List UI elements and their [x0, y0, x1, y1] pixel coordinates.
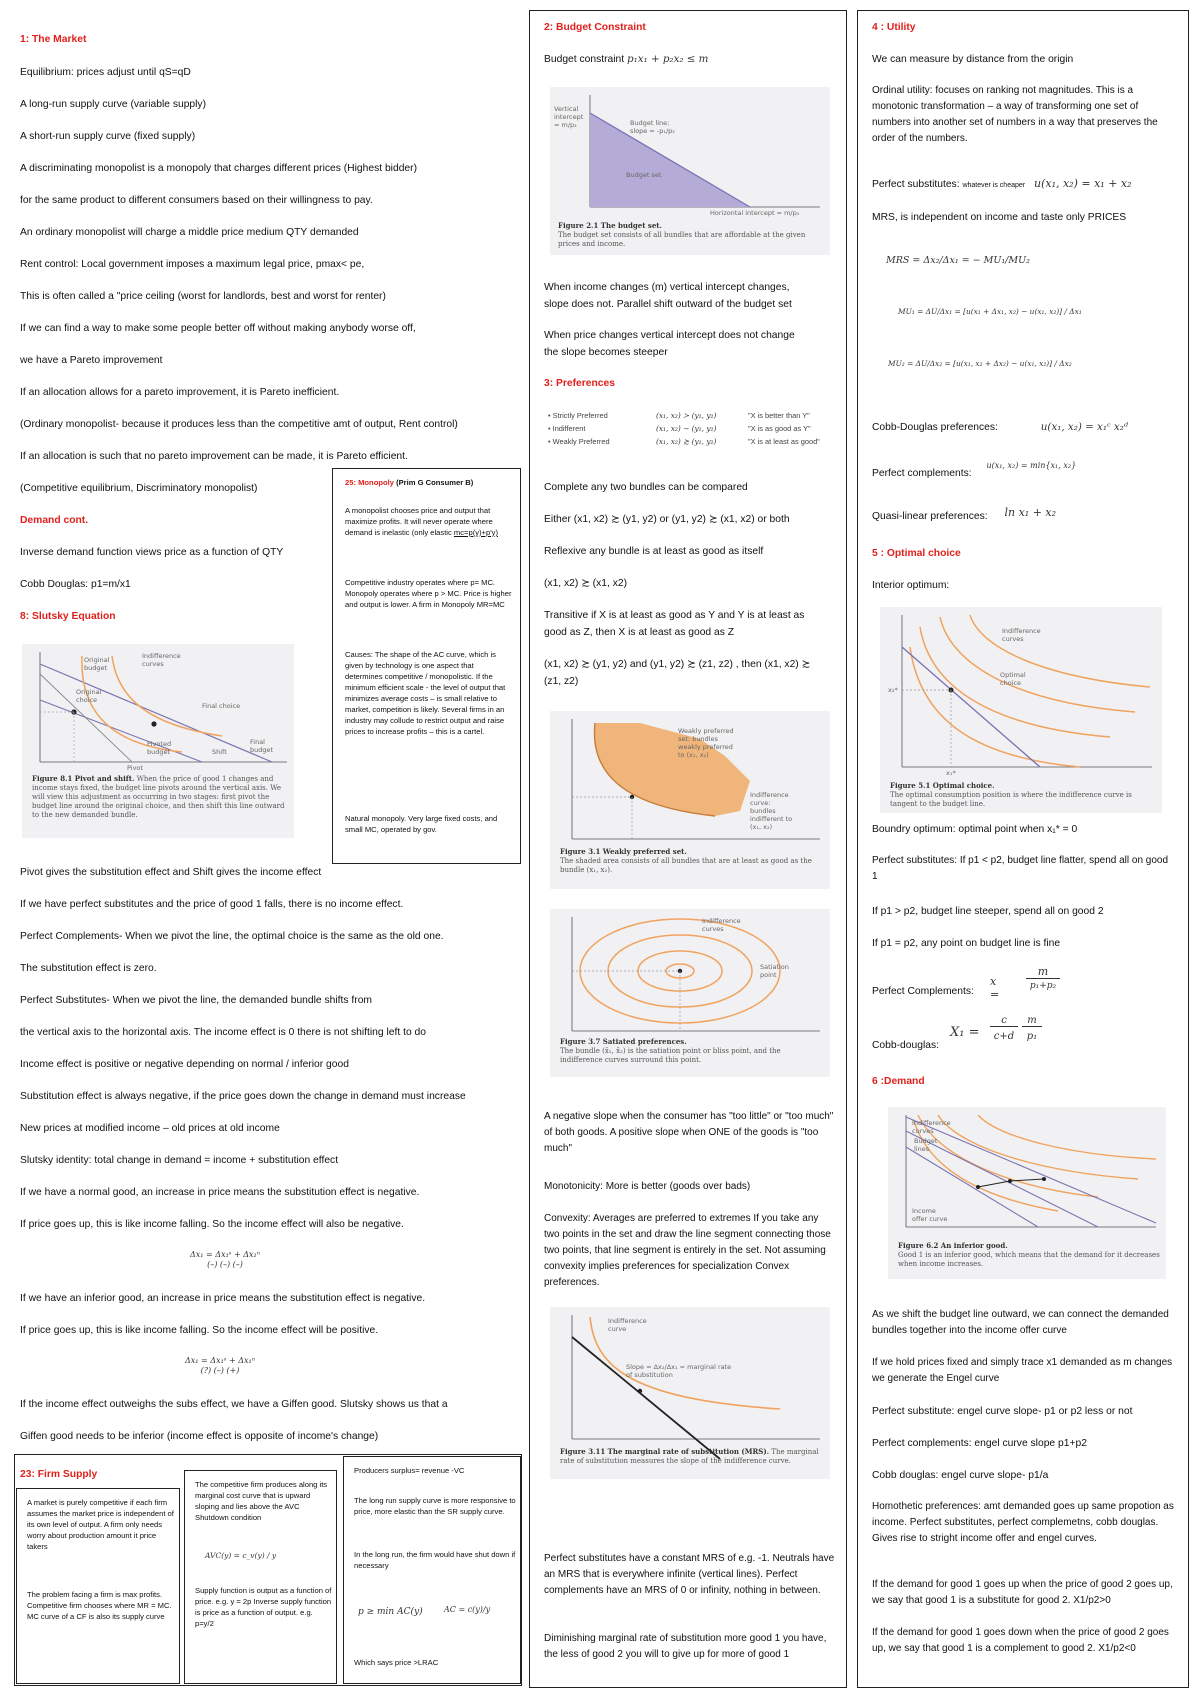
fig-label: x₂*	[888, 686, 898, 694]
pref-notation: (x₁, x₂) ∼ (y₁, y₂)	[656, 424, 717, 433]
figure-caption	[560, 1447, 822, 1466]
caption-title: Figure 8.1 Pivot and shift.	[32, 774, 135, 783]
perfect-complements-label: Perfect Complements:	[872, 986, 974, 997]
fig-label: Satiation point	[760, 963, 789, 979]
monopoly-box	[332, 468, 521, 864]
heading-optimal-choice: 5 : Optimal choice	[872, 548, 961, 559]
heading-utility: 4 : Utility	[872, 22, 916, 33]
caption-title: Figure 6.2 An inferior good.	[898, 1241, 1008, 1250]
ps-note: whatever is cheaper	[962, 182, 1026, 189]
eq-denominator: p₁+p₂	[1029, 981, 1057, 991]
text-line: Income effect is positive or negative depending on normal / inferior good	[20, 1059, 349, 1070]
firm-box2-p1: The competitive firm produces along its marginal cost curve that is upward sloping and lies above the AVC Shutdown condition	[195, 1480, 328, 1522]
text-line: Reflexive any bundle is at least as good as itself	[544, 546, 764, 557]
fig-label: Pivoted budget	[147, 740, 172, 756]
eq-denominator: p₁	[1026, 1031, 1038, 1042]
text-line: Rent control: Local government imposes a maximum legal price, pmax< pe,	[20, 259, 365, 270]
fig-label: Indifference curves	[912, 1119, 951, 1135]
fig-label: Indifference curves	[142, 652, 181, 668]
firm-box2-p2: Supply function is output as a function of price. e.g. y = 2p Inverse supply function is price as a function of output. e.g. p=y/2	[195, 1586, 332, 1628]
firm-box3-p4: Which says price >LRAC	[354, 1658, 439, 1667]
text-line: When price changes vertical intercept does not change	[544, 330, 795, 341]
demand-text: Perfect substitute: engel curve slope- p1 or p2 less or not	[872, 1406, 1133, 1417]
heading-budget: 2: Budget Constraint	[544, 22, 646, 33]
pref-meaning: "X is at least as good"	[748, 437, 820, 446]
pref-row	[548, 409, 840, 422]
caption-title: Figure 5.1 Optimal choice.	[890, 781, 995, 790]
heading-firm-supply: 23: Firm Supply	[20, 1469, 98, 1480]
firm-box3-p2: The long run supply curve is more responsive to price, more elastic than the SR supply curve.	[354, 1496, 516, 1516]
eq-denominator: c+d	[993, 1031, 1015, 1042]
demand-text: If we hold prices fixed and simply trace x1 demanded as m changes we generate the Engel curve	[872, 1357, 1173, 1384]
pref-notation: (x₁, x₂) ≻ (y₁, y₂)	[656, 411, 717, 420]
figure-caption	[558, 221, 823, 249]
firm-box3-eq2: AC = c(y)/y	[444, 1605, 491, 1614]
caption-text: The shaded area consists of all bundles that are at least as good as the bundle (x₁, x₂).	[560, 857, 812, 874]
caption-text: The marginal rate of substitution measures the slope of the indifference curve.	[560, 1448, 819, 1465]
pc-equation: u(x₁, x₂) = min{x₁, x₂}	[986, 461, 1077, 470]
text-line: An ordinary monopolist will charge a middle price medium QTY demanded	[20, 227, 359, 238]
text-line: we have a Pareto improvement	[20, 355, 163, 366]
pref-name: • Strictly Preferred	[548, 411, 608, 420]
text-line: The substitution effect is zero.	[20, 963, 157, 974]
text-line: If we have a normal good, an increase in price means the substitution effect is negative.	[20, 1187, 420, 1198]
text-line: Pivot gives the substitution effect and Shift gives the income effect	[20, 867, 322, 878]
figure-inferior-good	[888, 1107, 1166, 1279]
pref-name: • Indifferent	[548, 424, 586, 433]
figure-caption	[560, 1037, 822, 1065]
monotonicity-text: Monotonicity: More is better (goods over bads)	[544, 1181, 751, 1192]
monopoly-p4: Natural monopoly. Very large fixed costs, and small MC, operated by gov.	[345, 814, 498, 834]
quasi-linear-line	[872, 506, 1057, 523]
text-line: If an allocation allows for a pareto improvement, it is Pareto inefficient.	[20, 387, 340, 398]
text-line: If price goes up, this is like income falling. So the income effect will be positive.	[20, 1325, 379, 1336]
fig-label: Optimal choice	[1000, 671, 1026, 687]
firm-box-1	[16, 1488, 180, 1684]
text-line: Complete any two bundles can be compared	[544, 482, 748, 493]
fig-label: Slope = Δx₂/Δx₁ = marginal rate of substitution	[626, 1363, 732, 1379]
pref-meaning: "X is better than Y"	[748, 411, 810, 420]
column-3-box	[857, 10, 1189, 1688]
fig-label: Budget set	[626, 171, 662, 179]
text-line: A discriminating monopolist is a monopoly that charges different prices (Highest bidder)	[20, 163, 418, 174]
fig-label: Pivot	[127, 764, 143, 772]
text-line: (Competitive equilibrium, Discriminatory monopolist)	[20, 483, 258, 494]
eq-numerator: m	[1026, 965, 1060, 979]
firm-box3-eq1: p ≥ min AC(y)	[358, 1607, 423, 1617]
figure-pivot-shift	[22, 644, 294, 838]
equation-normal-good	[190, 1250, 260, 1270]
heading-preferences: 3: Preferences	[544, 378, 615, 389]
interior-optimum-label: Interior optimum:	[872, 580, 950, 591]
heading-market: 1: The Market	[20, 34, 87, 45]
pref-notation: (x₁, x₂) ≿ (y₁, y₂)	[656, 437, 717, 446]
text-line: When income changes (m) vertical intercept changes,	[544, 282, 790, 293]
text-line: (Ordinary monopolist- because it produces less than the competitive amt of output, Rent control)	[20, 419, 458, 430]
heading-slutsky: 8: Slutsky Equation	[20, 611, 116, 622]
opt-line: Perfect substitutes: If p1 < p2, budget line flatter, spend all on good 1	[872, 855, 1169, 882]
figure-mrs	[550, 1307, 830, 1479]
text-line: (x1, x2) ≿ (x1, x2)	[544, 578, 628, 589]
text-line: the vertical axis to the horizontal axis. The income effect is 0 there is not shifting left to do	[20, 1027, 426, 1038]
text-line: Giffen good needs to be inferior (income effect is opposite of income's change)	[20, 1431, 379, 1442]
figure-caption	[560, 847, 822, 875]
text-line: the slope becomes steeper	[544, 347, 668, 358]
fig-label: Weakly preferred set: bundles weakly preferred to (x₁, x₂)	[678, 727, 734, 759]
caption-text: The bundle (x̄₁, x̄₂) is the satiation point or bliss point, and the indifference curves surround this point.	[560, 1047, 781, 1064]
text-line: Equilibrium: prices adjust until qS=qD	[20, 67, 191, 78]
ql-label: Quasi-linear preferences:	[872, 511, 988, 522]
monopoly-title	[345, 477, 515, 488]
text-line: for the same product to different consumers based on their willingness to pay.	[20, 195, 373, 206]
demand-text: As we shift the budget line outward, we can connect the demanded bundles together into the income offer curve	[872, 1309, 1169, 1336]
fig-label: Vertical intercept = m/p₂	[554, 105, 584, 129]
equation-line: Δx₁ = Δx₁ˢ + Δx₁ⁿ	[190, 1250, 261, 1259]
fig-label: Indifference curves	[702, 917, 741, 933]
fig-label: Indifference curve: bundles indifferent to (x₁, x₂)	[750, 791, 793, 831]
negative-slope-text: A negative slope when the consumer has "too little" or "too much" of both goods. A positive slope when ONE of the goods is "too much"	[544, 1111, 834, 1154]
firm-box2-eq: AVC(y) = c_v(y) / y	[205, 1551, 277, 1560]
figure-budget-set	[550, 87, 830, 255]
fig-label: x₁*	[946, 769, 956, 777]
fig-label: Income offer curve	[912, 1207, 948, 1223]
figure-caption	[32, 774, 287, 820]
eq-lhs: X₁ =	[950, 1025, 980, 1040]
text-line: (z1, z2)	[544, 676, 579, 687]
text-line: If we have an inferior good, an increase in price means the substitution effect is negative.	[20, 1293, 426, 1304]
text-line: Substitution effect is always negative, if the price goes down the change in demand must increase	[20, 1091, 466, 1102]
pref-row	[548, 435, 840, 448]
caption-text: The budget set consists of all bundles that are affordable at the given prices and income.	[558, 231, 806, 248]
text-line: (x1, x2) ≿ (y1, y2) and (y1, y2) ≿ (z1, z2) , then (x1, x2) ≿	[544, 659, 811, 670]
caption-text: Good 1 is an inferior good, which means that the demand for it decreases when income increases.	[898, 1251, 1160, 1268]
preference-table	[548, 409, 840, 448]
text-line: Cobb Douglas: p1=m/x1	[20, 579, 131, 590]
eq-numerator: c	[990, 1015, 1018, 1027]
heading-demand-cont: Demand cont.	[20, 515, 89, 526]
demand-text: Cobb douglas: engel curve slope- p1/a	[872, 1470, 1049, 1481]
eq-numerator: m	[1022, 1015, 1042, 1027]
mrs-equation: MRS = Δx₂/Δx₁ = − MU₁/MU₂	[886, 255, 1030, 266]
caption-title: Figure 2.1 The budget set.	[558, 221, 662, 230]
text-line: Transitive if X is at least as good as Y and Y is at least as	[544, 610, 805, 621]
monopoly-heading-suffix: (Prim G Consumer B)	[396, 478, 474, 487]
monopoly-p1-link: mc=p(y)+p'y)	[453, 528, 498, 537]
caption-text: When the price of good 1 changes and income stays fixed, the budget line pivots around the vertical axis. We will view this adjustment as occurring in two stages: first pivot the budget line around the original choice, and then shift this line outward to the new demanded bundle.	[32, 775, 285, 819]
pref-meaning: "X is as good as Y"	[748, 424, 811, 433]
convexity-text: Convexity: Averages are preferred to extremes If you take any two points in the set and draw the line segment connecting those two points, that line segment is entirely in the set. Not assuming convexity implies preferences for specialization Convex preferences.	[544, 1213, 831, 1288]
mu1-equation: MU₁ = ΔU/Δx₁ = [u(x₁ + Δx₁, x₂) − u(x₁, x₂)] / Δx₁	[898, 307, 1082, 316]
heading-demand: 6 :Demand	[872, 1076, 925, 1087]
caption-text: The optimal consumption position is where the indifference curve is tangent to the budget line.	[890, 791, 1132, 808]
diminishing-text: Diminishing marginal rate of substitution more good 1 you have, the less of good 2 you will to give up for more of good 1	[544, 1633, 827, 1660]
ps-label: Perfect substitutes:	[872, 179, 960, 190]
equation-line: Δx₁ = Δx₁ˢ + Δx₁ⁿ	[185, 1356, 256, 1365]
fig-label: Indifference curves	[1002, 627, 1041, 643]
equation-signs: (?) (–) (+)	[200, 1366, 240, 1375]
budget-constraint	[544, 53, 708, 66]
ordinal-utility-text: Ordinal utility: focuses on ranking not magnitudes. This is a monotonic transformation – a way of transforming one set of numbers into another set of numbers in a way that preserves the order of the numbers.	[872, 85, 1158, 144]
fig-label: Shift	[212, 748, 227, 756]
cd-label: Cobb-Douglas preferences:	[872, 422, 998, 433]
text-line: If an allocation is such that no pareto improvement can be made, it is Pareto efficient.	[20, 451, 408, 462]
text-line: If we have perfect substitutes and the price of good 1 falls, there is no income effect.	[20, 899, 404, 910]
mu2-equation: MU₂ = ΔU/Δx₂ = [u(x₁, x₂ + Δx₂) − u(x₁, x₂)] / Δx₂	[888, 359, 1072, 368]
text-line: MRS, is independent on income and taste only PRICES	[872, 212, 1127, 223]
text-line: slope does not. Parallel shift outward of the budget set	[544, 299, 792, 310]
text-line: Slutsky identity: total change in demand = income + substitution effect	[20, 1155, 339, 1166]
caption-title: Figure 3.1 Weakly preferred set.	[560, 847, 687, 856]
fig-label: Indifference curve	[608, 1317, 647, 1333]
budget-equation: p₁x₁ + p₂x₂ ≤ m	[627, 53, 709, 65]
text-line: Either (x1, x2) ≿ (y1, y2) or (y1, y2) ≿ (x1, x2) or both	[544, 514, 790, 525]
caption-title: Figure 3.11 The marginal rate of substitution (MRS).	[560, 1447, 770, 1456]
caption-title: Figure 3.7 Satiated preferences.	[560, 1037, 687, 1046]
fig-label: Budget lines	[914, 1137, 938, 1153]
budget-text: Budget constraint	[544, 54, 625, 65]
figure-weakly-preferred	[550, 711, 830, 889]
text-line: Perfect Substitutes- When we pivot the line, the demanded bundle shifts from	[20, 995, 372, 1006]
perfect-complements-line	[872, 461, 1077, 480]
monopoly-p1-text: A monopolist chooses price and output that maximize profits. It will never operate where demand is inelastic (only elastic	[345, 506, 493, 537]
text-line: Perfect Complements- When we pivot the line, the optimal choice is the same as the old one.	[20, 931, 444, 942]
fig-label: Horizontal intercept = m/p₁	[710, 209, 800, 217]
demand-text: Perfect complements: engel curve slope p1+p2	[872, 1438, 1087, 1449]
text-line: We can measure by distance from the origin	[872, 54, 1074, 65]
monopoly-p3: Causes: The shape of the AC curve, which is given by technology is one aspect that determines competitive / monopolistic. If the minimum efficient scale - the level of output that minimizes average costs – is small relative to market, competition is likely. Several firms in an industry may collude to restrict output and raise prices to increase profits – this is a cartel.	[345, 650, 506, 736]
fig-label: Original budget	[84, 656, 110, 672]
cd-equation: u(x₁, x₂) = x₁ᶜ x₂ᵈ	[1040, 421, 1128, 433]
perfect-substitutes-line	[872, 177, 1132, 192]
fig-label: Final budget	[250, 738, 274, 754]
firm-box-2	[184, 1470, 337, 1684]
cobb-douglas-line	[872, 421, 1128, 434]
fig-label: Original choice	[76, 688, 102, 704]
firm-box3-p3: In the long run, the firm would have shut down if necessary	[354, 1550, 516, 1570]
firm-box1-p1: A market is purely competitive if each firm assumes the market price is independent of its own level of output. A firm only needs worry about production amount it price takers	[27, 1498, 174, 1551]
equation-signs: (–) (–) (–)	[207, 1260, 243, 1269]
pc-label: Perfect complements:	[872, 468, 972, 479]
text-line: good as Z, then X is at least as good as Z	[544, 627, 735, 638]
eq-lhs: x =	[990, 975, 1000, 1001]
monopoly-p2: Competitive industry operates where p= MC. Monopoly operates where p > MC. Price is higher and output is lower. A firm in Monopoly MR=MC	[345, 578, 512, 609]
pref-row	[548, 422, 840, 435]
demand-text: If the demand for good 1 goes down when the price of good 2 goes up, we say that good 1 is a complement to good 2. X1/p2<0	[872, 1627, 1169, 1654]
text-line: New prices at modified income – old prices at old income	[20, 1123, 280, 1134]
figure-caption	[898, 1241, 1160, 1269]
column-2-box	[529, 10, 847, 1688]
demand-text: Homothetic preferences: amt demanded goes up same propotion as income. Perfect substitutes, perfect complemetns, cobb douglas. Gives rise to stright income offer and engel curves.	[872, 1501, 1174, 1544]
text-line: If we can find a way to make some people better off without making anybody worse off,	[20, 323, 416, 334]
fig-label: Final choice	[202, 702, 241, 710]
figure-optimal-choice	[880, 607, 1162, 813]
boundary-optimum: Boundry optimum: optimal point when x₁* = 0	[872, 824, 1078, 835]
figure-satiated	[550, 909, 830, 1077]
fig-label: Budget line; slope = -p₁/p₂	[630, 119, 675, 135]
opt-line: If p1 = p2, any point on budget line is fine	[872, 938, 1061, 949]
cobb-douglas-label: Cobb-douglas:	[872, 1040, 939, 1051]
text-line: A long-run supply curve (variable supply)	[20, 99, 207, 110]
ps-equation: u(x₁, x₂) = x₁ + x₂	[1033, 177, 1132, 190]
figure-caption	[890, 781, 1152, 809]
equation-inferior-good	[185, 1356, 255, 1376]
text-line: This is often called a "price ceiling (worst for landlords, best and worst for renter)	[20, 291, 386, 302]
ql-equation: ln x₁ + x₂	[1004, 506, 1057, 519]
monopoly-p1	[345, 505, 513, 538]
text-line: Inverse demand function views price as a function of QTY	[20, 547, 284, 558]
demand-text: If the demand for good 1 goes up when the price of good 2 goes up, we say that good 1 is a substitute for good 2. X1/p2>0	[872, 1579, 1173, 1606]
monopoly-heading: 25: Monopoly	[345, 478, 394, 487]
text-line: If the income effect outweighs the subs effect, we have a Giffen good. Slutsky shows us that a	[20, 1399, 448, 1410]
perfect-subs-text: Perfect substitutes have a constant MRS of e.g. -1. Neutrals have an MRS that is everywhere infinite (vertical lines). Perfect complements have an MRS of 0 or infinity, nothing in between.	[544, 1553, 835, 1596]
text-line: A short-run supply curve (fixed supply)	[20, 131, 196, 142]
firm-box1-p2: The problem facing a firm is max profits. Competitive firm chooses where MR = MC. MC curve of a CF is also its supply curve	[27, 1590, 172, 1621]
opt-line: If p1 > p2, budget line steeper, spend all on good 2	[872, 906, 1104, 917]
firm-box-3	[343, 1456, 521, 1684]
text-line: If price goes up, this is like income falling. So the income effect will also be negative.	[20, 1219, 404, 1230]
pref-name: • Weakly Preferred	[548, 437, 610, 446]
firm-box3-p1: Producers surplus= revenue -VC	[354, 1466, 465, 1475]
